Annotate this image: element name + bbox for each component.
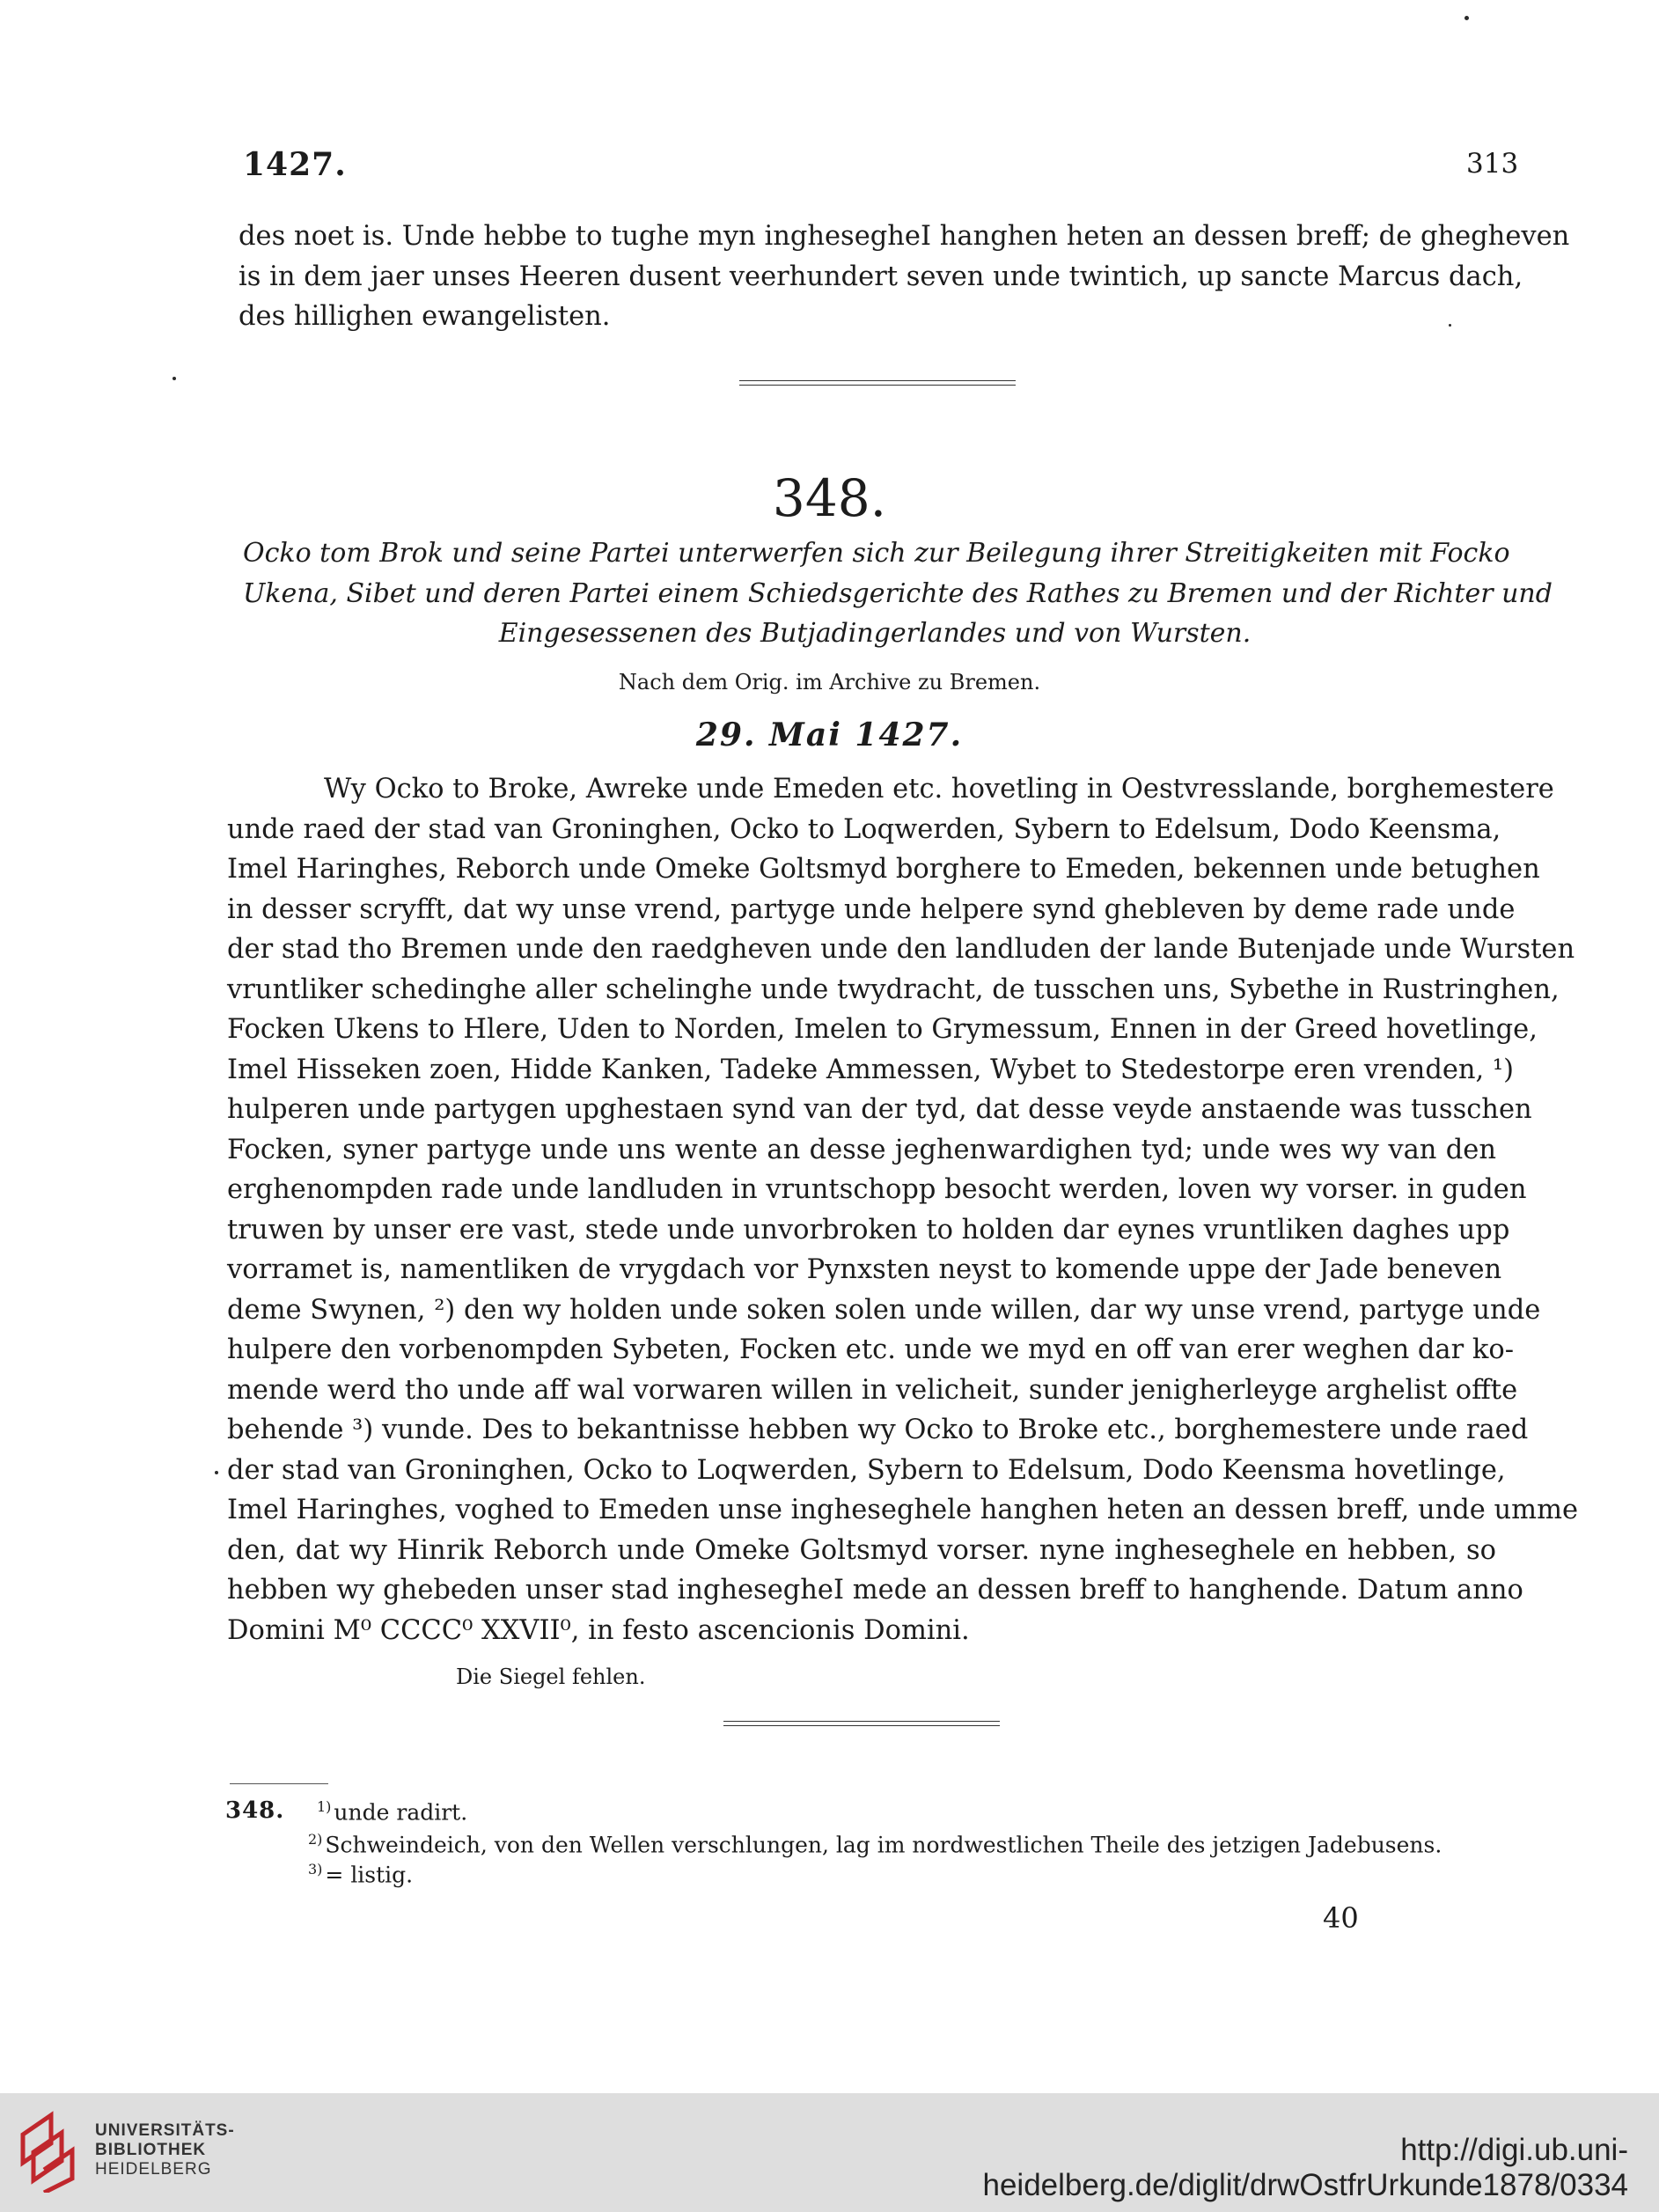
text-line: deme Swynen, ²) den wy holden unde soken solen unde willen, dar wy unse vrend, partyge unde xyxy=(227,1294,1541,1326)
footnote-marker: 1) xyxy=(317,1798,332,1815)
text-line: hebben wy ghebeden unser stad inghesegheI mede an dessen breff to hanghende. Datum anno xyxy=(227,1575,1523,1606)
text-line: Imel Haringhes, voghed to Emeden unse ingheseghele hanghen heten an dessen breff, unde umme xyxy=(227,1495,1579,1525)
section-divider xyxy=(739,385,1016,386)
document-number: 348. xyxy=(772,468,887,528)
text-line: is in dem jaer unses Heeren dusent veerhundert seven unde twintich, up sancte Marcus dach, xyxy=(239,261,1523,292)
text-line: Wy Ocko to Broke, Awreke unde Emeden etc. hovetling in Oestvresslande, borghemestere xyxy=(324,774,1554,805)
regest-line: Eingesessenen des Butjadingerlandes und von Wursten. xyxy=(498,618,1252,649)
text-line: der stad van Groninghen, Ocko to Loqwerden, Sybern to Edelsum, Dodo Keensma hovetlinge, xyxy=(227,1454,1506,1486)
scan-speck xyxy=(1449,324,1451,327)
footnote-rule xyxy=(230,1783,328,1784)
text-line: hulpere den vorbenompden Sybeten, Focken etc. unde we myd en off van erer weghen dar ko- xyxy=(227,1334,1515,1365)
scan-speck xyxy=(1464,16,1469,20)
library-logo-icon xyxy=(16,2108,83,2193)
text-line: Domini M⁰ CCCC⁰ XXVII⁰, in festo ascencionis Domini. xyxy=(227,1614,970,1646)
text-line: in desser scryfft, dat wy unse vrend, partyge unde helpere synd ghebleven by deme rade unde xyxy=(227,893,1516,925)
permalink-url[interactable]: http://digi.ub.uni-heidelberg.de/diglit/drwOstfrUrkunde1878/0334 xyxy=(982,2133,1628,2202)
text-line: erghenompden rade unde landluden in vruntschopp besocht werden, loven wy vorser. in guden xyxy=(227,1174,1527,1205)
text-line: Imel Haringhes, Reborch unde Omeke Goltsmyd borghere to Emeden, bekennen unde betughen xyxy=(227,854,1540,885)
text-line: des noet is. Unde hebbe to tughe myn inghesegheI hanghen heten an dessen breff; de ghegheven xyxy=(239,221,1570,252)
document-date: 29. Mai 1427. xyxy=(695,717,964,753)
library-name-line: UNIVERSITÄTS- xyxy=(95,2121,235,2140)
regest-line: Ukena, Sibet und deren Partei einem Schiedsgerichte des Rathes zu Bremen und der Richter und xyxy=(243,577,1553,609)
text-line: truwen by unser ere vast, stede unde unvorbroken to holden dar eynes vruntliken daghes upp xyxy=(227,1214,1510,1246)
library-name-line: HEIDELBERG xyxy=(95,2160,212,2179)
footnote xyxy=(308,1831,1442,1857)
footnote xyxy=(317,1798,467,1825)
logo-strokes xyxy=(23,2115,72,2193)
regest xyxy=(243,532,1553,652)
text-line: Focken Ukens to Hlere, Uden to Norden, Imelen to Grymessum, Ennen in der Greed hovetlinge, xyxy=(227,1014,1538,1045)
carryover-text xyxy=(239,217,1570,337)
footnote-text: Schweindeich, von den Wellen verschlungen, lag im nordwestlichen Theile des jetzigen Jadebusens. xyxy=(325,1832,1442,1858)
scan-speck xyxy=(215,1471,218,1474)
text-line: behende ³) vunde. Des to bekantnisse hebben wy Ocko to Broke etc., borghemestere unde raed xyxy=(227,1415,1529,1445)
section-divider xyxy=(739,380,1016,381)
text-line: unde raed der stad van Groninghen, Ocko to Loqwerden, Sybern to Edelsum, Dodo Keensma, xyxy=(227,813,1501,845)
footnote-document-ref: 348. xyxy=(225,1797,285,1824)
footnote-marker: 2) xyxy=(308,1831,323,1848)
source-note: Nach dem Orig. im Archive zu Bremen. xyxy=(618,670,1041,694)
scan-speck xyxy=(173,377,176,380)
text-line: vruntliker schedinghe aller schelinghe unde twydracht, de tusschen uns, Sybethe in Rustringhen, xyxy=(227,974,1560,1005)
footnote-marker: 3) xyxy=(308,1861,323,1878)
footnote xyxy=(308,1861,413,1887)
page-number: 313 xyxy=(1466,148,1519,180)
text-line: den, dat wy Hinrik Reborch unde Omeke Goltsmyd vorser. nyne ingheseghele en hebben, so xyxy=(227,1534,1496,1566)
regest-line: Ocko tom Brok und seine Partei unterwerfen sich zur Beilegung ihrer Streitigkeiten mit Focko xyxy=(243,538,1510,569)
section-divider xyxy=(723,1725,1000,1726)
text-line: der stad tho Bremen unde den raedgheven unde den landluden der lande Butenjade unde Wursten xyxy=(227,934,1575,965)
library-name-line: BIBLIOTHEK xyxy=(95,2141,207,2159)
footnote-text: unde radirt. xyxy=(334,1799,468,1826)
printer-signature-mark: 40 xyxy=(1323,1901,1359,1935)
running-head-year: 1427. xyxy=(243,146,347,183)
text-line: Focken, syner partyge unde uns wente an desse jeghenwardighen tyd; unde wes wy van den xyxy=(227,1134,1496,1165)
seal-note: Die Siegel fehlen. xyxy=(456,1665,646,1689)
text-line: vorramet is, namentliken de vrygdach vor Pynxsten neyst to komende uppe der Jade beneven xyxy=(227,1254,1502,1285)
text-line: hulperen unde partygen upghestaen synd van der tyd, dat desse veyde anstaende was tusschen xyxy=(227,1094,1532,1125)
text-line: des hillighen ewangelisten. xyxy=(239,301,611,332)
footnote-text: = listig. xyxy=(325,1862,414,1888)
text-line: mende werd tho unde aff wal vorwaren willen in velicheit, sunder jenigherleyge arghelist offte xyxy=(227,1374,1518,1406)
document-text xyxy=(227,769,1579,1650)
section-divider xyxy=(723,1721,1000,1722)
text-line: Imel Hisseken zoen, Hidde Kanken, Tadeke Ammessen, Wybet to Stedestorpe eren vrenden, ¹) xyxy=(227,1054,1515,1085)
